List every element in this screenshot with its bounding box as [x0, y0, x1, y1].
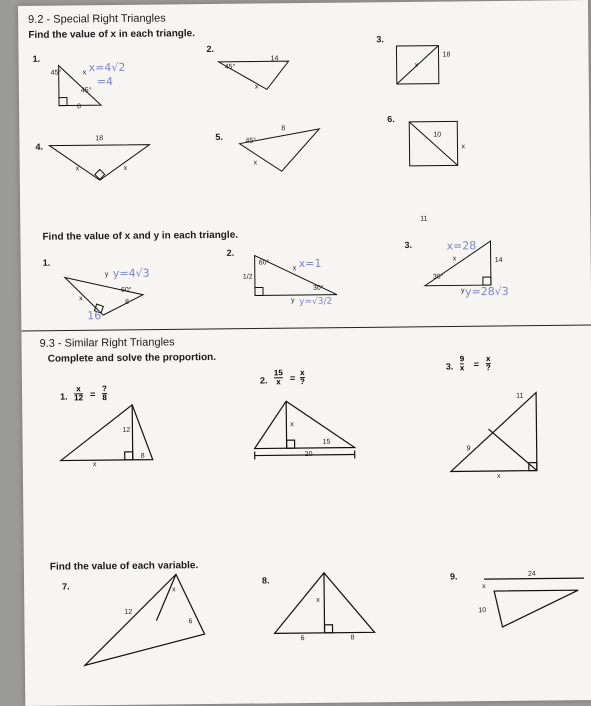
fraction-right: x ?	[486, 355, 491, 372]
side-label-x: x	[124, 165, 128, 172]
side-label-x: x	[255, 83, 259, 90]
handwritten-answer: x=1	[299, 257, 322, 270]
side-label: 11	[516, 393, 523, 400]
side-label-x: x	[172, 586, 176, 593]
handwritten-answer: y=√3/2	[299, 297, 332, 307]
side-label: 20	[305, 451, 313, 458]
side-label-x: x	[461, 143, 465, 150]
problem-number: 3.	[446, 361, 454, 371]
side-label: 8	[351, 635, 355, 642]
angle-label: 60°	[121, 287, 132, 294]
handwritten-answer: y=4√3	[113, 267, 150, 280]
section-title-9-3: 9.3 - Similar Right Triangles	[39, 336, 174, 349]
triangle-93-1	[60, 405, 153, 461]
handwritten-answer: x=4√2	[89, 61, 126, 74]
side-label: 8	[281, 125, 285, 132]
problem-number: 1.	[43, 258, 51, 268]
equals-sign: =	[290, 373, 295, 383]
side-label-x: x	[79, 295, 83, 302]
side-label-x: x	[293, 265, 297, 272]
triangle-xy1	[65, 277, 143, 316]
problem-number: 2.	[227, 248, 235, 258]
instruction-find-x: Find the value of x in each triangle.	[28, 28, 195, 41]
problem-number: 2.	[206, 44, 214, 54]
side-label: 12	[122, 427, 130, 434]
side-label: 6	[188, 618, 192, 625]
problem-number: 3.	[404, 240, 412, 250]
tick-mark: 11	[420, 216, 427, 223]
fraction-left: 9 x	[460, 355, 465, 372]
fraction-right: ? 8	[102, 385, 107, 402]
side-label-x: x	[482, 583, 486, 590]
side-label: 18	[95, 135, 103, 142]
side-label: 1/2	[243, 274, 253, 281]
side-label-x: x	[254, 160, 258, 167]
side-label-x: x	[497, 473, 501, 480]
problem-number: 2.	[260, 375, 268, 385]
side-label-y: y	[461, 287, 465, 294]
side-label: 6	[301, 635, 305, 642]
problem-number: 1.	[33, 54, 41, 64]
angle-label: 45°	[225, 64, 236, 71]
side-label: 14	[271, 55, 279, 62]
side-label-x: x	[453, 255, 457, 262]
handwritten-answer: 16	[87, 309, 101, 322]
triangle-p5	[239, 129, 319, 172]
side-label-y: y	[291, 297, 295, 304]
side-label: 15	[323, 439, 331, 446]
angle-label: 45°	[51, 70, 62, 77]
equals-sign: =	[90, 389, 95, 399]
fraction-left: 15 x	[274, 369, 283, 386]
problem-number: 4.	[35, 142, 43, 152]
handwritten-answer: =4	[97, 75, 113, 88]
triangle-p4	[49, 145, 149, 181]
side-label: 10	[478, 607, 486, 614]
side-label: 10	[433, 132, 441, 139]
side-label-x: x	[415, 62, 419, 69]
problem-number: 8.	[262, 575, 270, 585]
side-label-y: y	[105, 271, 109, 278]
problem-number: 9.	[450, 571, 458, 581]
problem-number: 1.	[60, 392, 68, 402]
problem-number: 5.	[215, 132, 223, 142]
problem-number: 6.	[387, 114, 395, 124]
side-label: 18	[443, 51, 451, 58]
side-label-x: x	[83, 69, 87, 76]
side-label: 8	[141, 453, 145, 460]
side-label: 8	[77, 103, 81, 110]
side-label-x: x	[290, 421, 294, 428]
triangle-7	[84, 574, 205, 665]
angle-label: 30°	[313, 285, 324, 292]
side-label-x: x	[76, 165, 80, 172]
handwritten-answer: x=28	[446, 239, 476, 252]
equals-sign: =	[474, 359, 479, 369]
fraction-right: x ?	[300, 369, 305, 386]
side-label: 14	[495, 257, 503, 264]
worksheet-page	[18, 0, 591, 706]
instruction-find-xy: Find the value of x and y in each triangle.	[42, 230, 238, 243]
section-title-9-2: 9.2 - Special Right Triangles	[28, 12, 166, 25]
triangle-93-2	[254, 401, 354, 449]
handwritten-answer: y=28√3	[465, 285, 509, 298]
angle-label: 60°	[259, 259, 270, 266]
side-label: 12	[124, 609, 132, 616]
instruction-each-variable: Find the value of each variable.	[50, 560, 198, 573]
side-label: 9	[467, 445, 471, 452]
problem-number: 7.	[62, 581, 70, 591]
side-label: 8	[125, 299, 129, 306]
triangle-9	[494, 590, 578, 627]
side-label-x: x	[93, 461, 97, 468]
section-divider	[21, 325, 591, 331]
angle-label: 45°	[245, 138, 256, 145]
side-label: 24	[528, 571, 536, 578]
instruction-proportion: Complete and solve the proportion.	[48, 352, 216, 365]
angle-label: 45°	[81, 87, 92, 94]
angle-label: 30°	[433, 274, 444, 281]
problem-number: 3.	[376, 34, 384, 44]
side-label-x: x	[316, 597, 320, 604]
fraction-left: x 12	[74, 385, 83, 402]
